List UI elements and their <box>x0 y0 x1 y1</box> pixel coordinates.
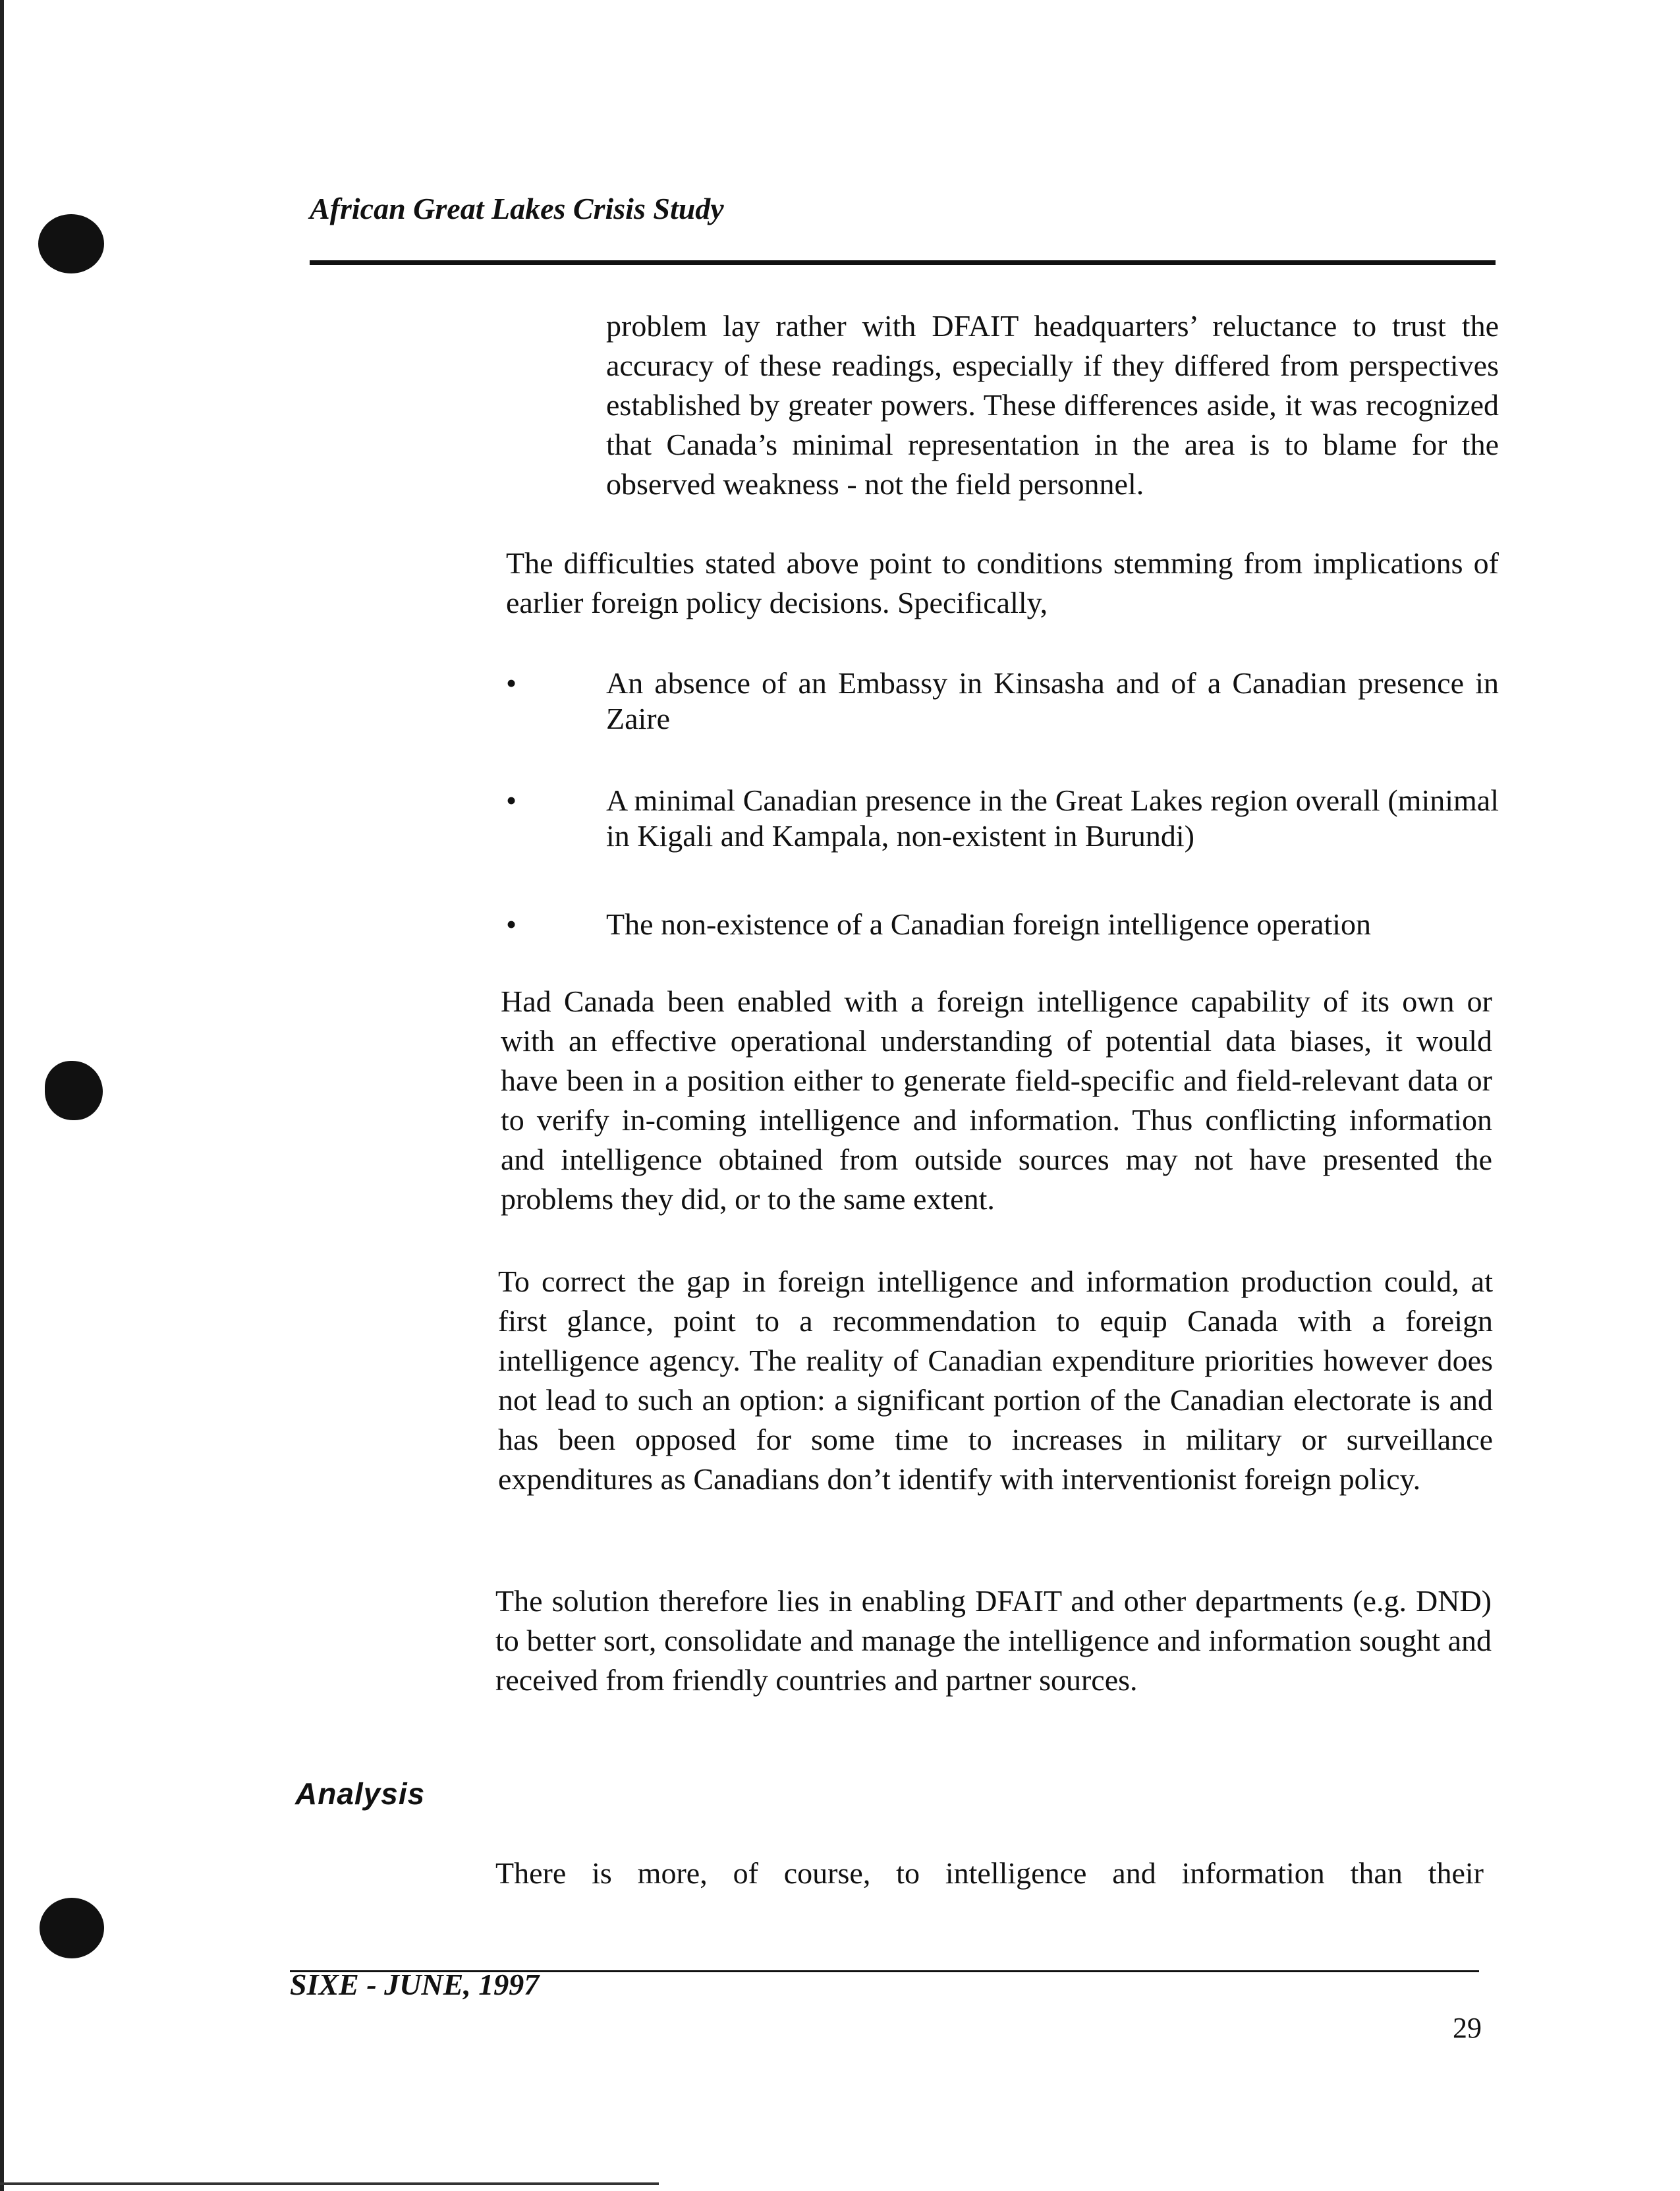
page-number: 29 <box>1453 2012 1482 2044</box>
bullet-icon: • <box>506 783 517 817</box>
bullet-list <box>506 666 1499 942</box>
analysis-heading: Analysis <box>295 1777 426 1811</box>
had-canada-paragraph: Had Canada been enabled with a foreign intelligence capability of its own or with an effective operational understanding of potential data biases, it would have been in a position either to generate field-specific and field-relevant data or to verify in-coming intelligence and information. Thus conflicting information and intelligence obtained from outside sources may not have presented the problems they did, or to the same extent. <box>501 984 1492 1216</box>
to-correct-paragraph: To correct the gap in foreign intelligence and information production could, at first glance, point to a recommendation to equip Canada with a foreign intelligence agency. The reality of Canadian expenditure priorities however does not lead to such an option: a significant portion of the Canadian electorate is and has been opposed for some time to increases in military or surveillance expenditures as Canadians don’t identify with interventionist foreign policy. <box>498 1265 1493 1496</box>
scan-left-edge <box>0 0 4 2191</box>
binder-hole-middle <box>45 1061 103 1120</box>
bullet-text: A minimal Canadian presence in the Great Lakes region overall (minimal in Kigali and Kampala, non-existent in Burundi) <box>606 783 1499 853</box>
bullet-icon: • <box>506 907 517 941</box>
intro-paragraph: The difficulties stated above point to conditions stemming from implications of earlier foreign policy decisions. Specifically, <box>506 546 1499 619</box>
bullet-icon: • <box>506 666 517 700</box>
header-rule <box>310 260 1496 265</box>
bullet-text: An absence of an Embassy in Kinsasha and of a Canadian presence in Zaire <box>606 666 1499 735</box>
analysis-paragraph: There is more, of course, to intelligence and information than their <box>495 1856 1484 1890</box>
bullet-item <box>506 666 1499 737</box>
footer-text: SIXE - JUNE, 1997 <box>290 1968 540 2001</box>
bullet-item <box>506 783 1499 854</box>
continuation-paragraph: problem lay rather with DFAIT headquarters’ reluctance to trust the accuracy of these readings, especially if they differed from perspectives established by greater powers. These differences aside, it was recognized that Canada’s minimal representation in the area is to blame for the observed weakness - not the field personnel. <box>606 309 1499 501</box>
scan-bottom-edge <box>0 2182 659 2185</box>
solution-paragraph: The solution therefore lies in enabling DFAIT and other departments (e.g. DND) to better sort, consolidate and manage the intelligence and information sought and received from friendly countries and partner sources. <box>495 1584 1492 1697</box>
running-header-title: African Great Lakes Crisis Study <box>310 192 724 225</box>
binder-hole-bottom <box>40 1898 104 1958</box>
bullet-item <box>506 907 1499 942</box>
binder-hole-top <box>38 214 104 273</box>
bullet-text: The non-existence of a Canadian foreign intelligence operation <box>606 907 1372 941</box>
